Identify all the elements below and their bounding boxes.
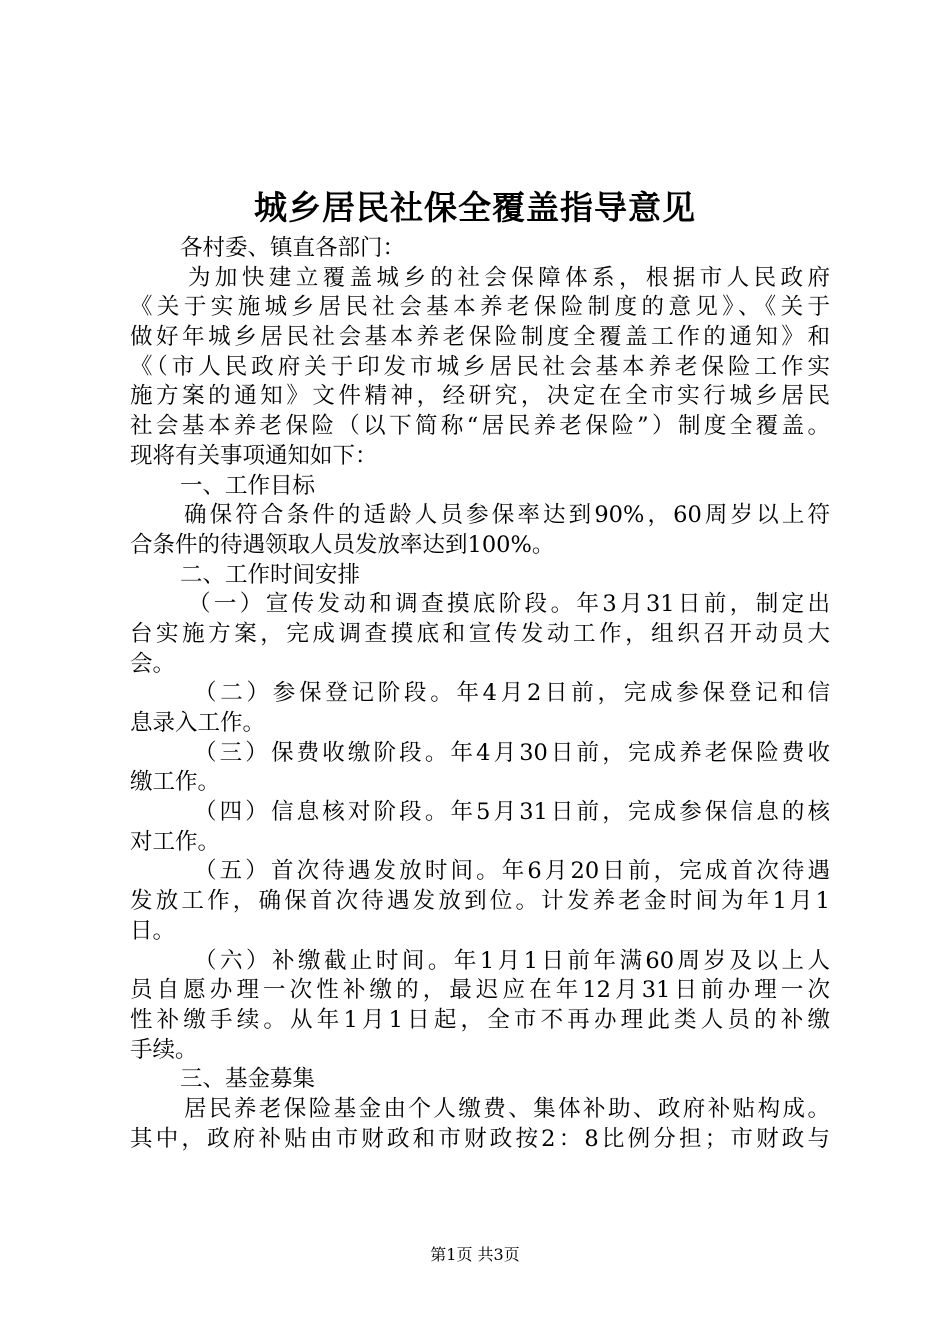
paragraph-line: 会。 [130, 650, 176, 677]
paragraph-line: 息录入工作。 [130, 710, 266, 736]
paragraph-line: 手续。 [130, 1036, 198, 1063]
document-body [130, 234, 830, 1154]
page-number-footer: 第1页 共3页 [430, 1245, 520, 1264]
paragraph-line: 确保符合条件的适龄人员参保率达到90%，60周岁以上符 [184, 502, 830, 529]
paragraph-line: 发放工作，确保首次待遇发放到位。计发养老金时间为年1月1 [130, 888, 830, 915]
paragraph-line: 性补缴手续。从年1月1日起，全市不再办理此类人员的补缴 [130, 1006, 830, 1033]
paragraph-line: 居民养老保险基金由个人缴费、集体补助、政府补贴构成。 [184, 1095, 830, 1122]
paragraph-line: （五）首次待遇发放时间。年6月20日前，完成首次待遇 [194, 858, 830, 885]
paragraph-line: 现将有关事项通知如下： [130, 442, 378, 469]
paragraph-line: 合条件的待遇领取人员发放率达到100%。 [130, 531, 555, 558]
paragraph-line: （四）信息核对阶段。年5月31日前，完成参保信息的核 [194, 799, 830, 826]
paragraph-line: （二）参保登记阶段。年4月2日前，完成参保登记和信 [194, 680, 830, 707]
paragraph-line: 缴工作。 [130, 769, 221, 796]
paragraph-line: 员自愿办理一次性补缴的，最迟应在年12月31日前办理一次 [130, 977, 830, 1004]
document-title: 城乡居民社保全覆盖指导意见 [254, 188, 696, 227]
paragraph-line: （一）宣传发动和调查摸底阶段。年3月31日前，制定出 [188, 591, 830, 618]
paragraph-line: 《关于实施城乡居民社会基本养老保险制度的意见》、《关于 [130, 294, 830, 321]
salutation-line: 各村委、镇直各部门： [180, 235, 406, 261]
section-heading: 三、基金募集 [180, 1066, 316, 1093]
paragraph-line: 《（市人民政府关于印发市城乡居民社会基本养老保险工作实 [130, 353, 830, 380]
paragraph-line: 施方案的通知》文件精神，经研究，决定在全市实行城乡居民 [130, 383, 830, 410]
section-heading: 一、工作目标 [180, 472, 316, 499]
paragraph-line: 日。 [130, 917, 176, 944]
paragraph-line: 对工作。 [130, 828, 221, 855]
paragraph-line: 为加快建立覆盖城乡的社会保障体系，根据市人民政府 [188, 264, 830, 291]
paragraph-line: 做好年城乡居民社会基本养老保险制度全覆盖工作的通知》和 [130, 324, 830, 351]
paragraph-line: 社会基本养老保险（以下简称“居民养老保险”）制度全覆盖。 [130, 413, 830, 440]
paragraph-line: 其中，政府补贴由市财政和市财政按2：8比例分担；市财政与 [130, 1125, 830, 1152]
paragraph-line: 台实施方案，完成调查摸底和宣传发动工作，组织召开动员大 [130, 620, 830, 647]
paragraph-line: （六）补缴截止时间。年1月1日前年满60周岁及以上人 [194, 947, 830, 974]
paragraph-line: （三）保费收缴阶段。年4月30日前，完成养老保险费收 [194, 739, 830, 766]
section-heading: 二、工作时间安排 [180, 561, 361, 588]
